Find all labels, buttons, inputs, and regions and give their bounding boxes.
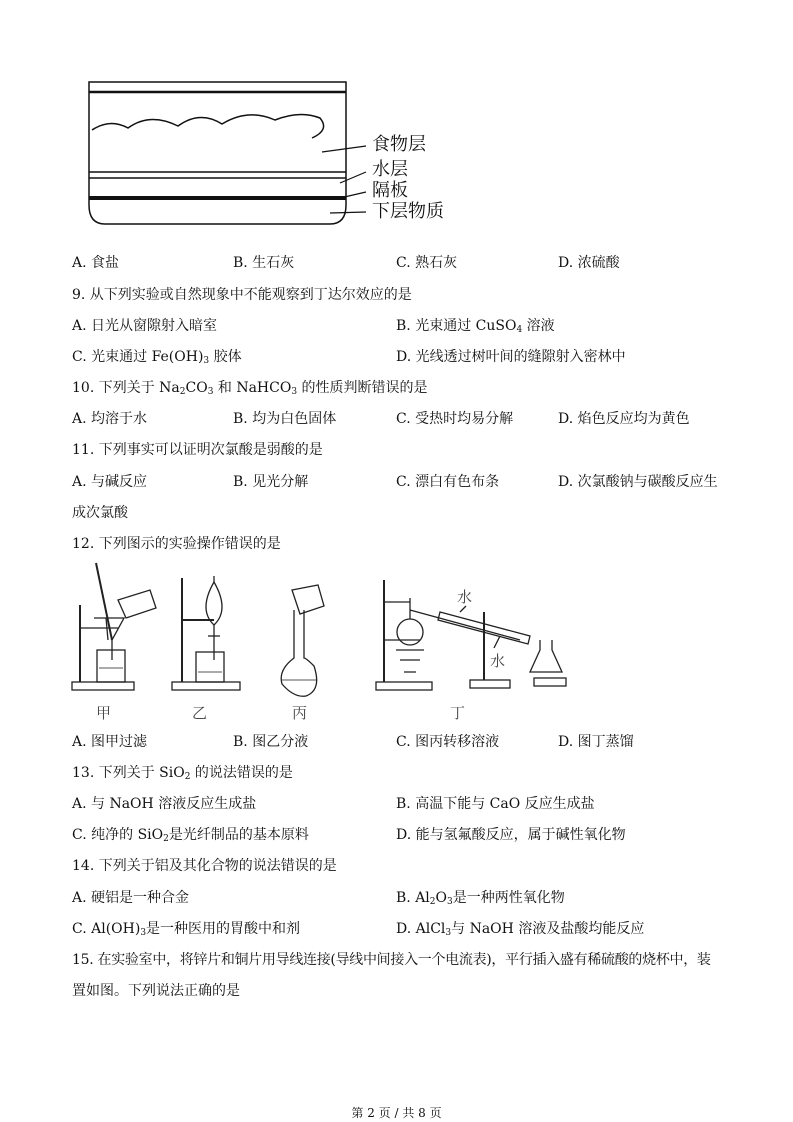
q12-option-c: C. 图丙转移溶液: [396, 734, 500, 750]
q9-stem: 9. 从下列实验或自然现象中不能观察到丁达尔效应的是: [72, 287, 412, 303]
q12-stem: 12. 下列图示的实验操作错误的是: [72, 536, 281, 552]
page-footer: 第 2 页 / 共 8 页: [351, 1106, 442, 1120]
q11-option-d: D. 次氯酸钠与碳酸反应生: [558, 474, 718, 490]
label-water-layer: 水层: [372, 159, 408, 180]
q13-option-d: D. 能与氢氟酸反应，属于碱性氧化物: [396, 827, 626, 843]
water-label-out: 水: [490, 652, 506, 670]
label-lower-substance: 下层物质: [372, 201, 444, 222]
q14-option-d: D. AlCl$_3$与 NaOH 溶液及盐酸均能反应: [396, 921, 645, 938]
q15-stem-line2: 置如图。下列说法正确的是: [72, 983, 240, 999]
q8-option-d: D. 浓硫酸: [558, 255, 620, 271]
q14-option-b: B. $Al_2O_3$是一种两性氧化物: [396, 890, 565, 907]
q8-option-c: C. 熟石灰: [396, 255, 458, 271]
water-label-in: 水: [457, 588, 473, 606]
q12-option-b: B. 图乙分液: [233, 734, 309, 750]
q12-option-a: A. 图甲过滤: [72, 734, 148, 750]
q9-option-d: D. 光线透过树叶间的缝隙射入密林中: [396, 349, 626, 365]
q9-option-c: C. 光束通过 $Fe(OH)_3$ 胶体: [72, 349, 242, 366]
q11-option-d-wrap: 成次氯酸: [72, 505, 128, 521]
q13-option-a: A. 与 NaOH 溶液反应生成盐: [72, 796, 257, 812]
q9-option-b: B. 光束通过 CuSO$_4$ 溶液: [396, 318, 555, 335]
figure-label-bing: 丙: [292, 704, 308, 722]
label-partition: 隔板: [372, 180, 408, 201]
q14-option-c: C. $Al(OH)_3$是一种医用的胃酸中和剂: [72, 921, 301, 938]
q13-option-b: B. 高温下能与 CaO 反应生成盐: [396, 796, 595, 812]
q10-option-b: B. 均为白色固体: [233, 411, 337, 427]
q10-option-d: D. 焰色反应均为黄色: [558, 411, 690, 427]
q11-stem: 11. 下列事实可以证明次氯酸是弱酸的是: [72, 442, 323, 458]
separatory-funnel-apparatus: [172, 576, 240, 690]
volumetric-flask-apparatus: [281, 585, 324, 696]
q11-option-c: C. 漂白有色布条: [396, 474, 500, 490]
figure-label-yi: 乙: [192, 704, 208, 722]
figure-label-ding: 丁: [450, 704, 466, 722]
q13-stem: 13. 下列关于 SiO$_2$ 的说法错误的是: [72, 765, 293, 782]
q14-option-a: A. 硬铝是一种合金: [72, 890, 190, 906]
q8-option-a: A. 食盐: [72, 255, 120, 271]
q11-option-a: A. 与碱反应: [72, 474, 148, 490]
q14-stem: 14. 下列关于铝及其化合物的说法错误的是: [72, 858, 337, 874]
q9-option-a: A. 日光从窗隙射入暗室: [72, 318, 218, 334]
figure-label-jia: 甲: [96, 704, 112, 722]
q10-stem: 10. 下列关于 $Na_2CO_3$ 和 NaHCO$_3$ 的性质判断错误的是: [72, 380, 428, 397]
q11-option-b: B. 见光分解: [233, 474, 309, 490]
q15-stem-line1: 15. 在实验室中，将锌片和铜片用导线连接(导线中间接入一个电流表)，平行插入盛有稀硫酸的烧杯中，装: [72, 952, 711, 968]
q10-option-c: C. 受热时均易分解: [396, 411, 514, 427]
q10-option-a: A. 均溶于水: [72, 411, 148, 427]
q13-option-c: C. 纯净的 SiO$_2$是光纤制品的基本原料: [72, 827, 309, 844]
q12-option-d: D. 图丁蒸馏: [558, 734, 634, 750]
filtration-apparatus: [72, 563, 156, 690]
label-food-layer: 食物层: [372, 134, 426, 155]
q8-option-b: B. 生石灰: [233, 255, 295, 271]
